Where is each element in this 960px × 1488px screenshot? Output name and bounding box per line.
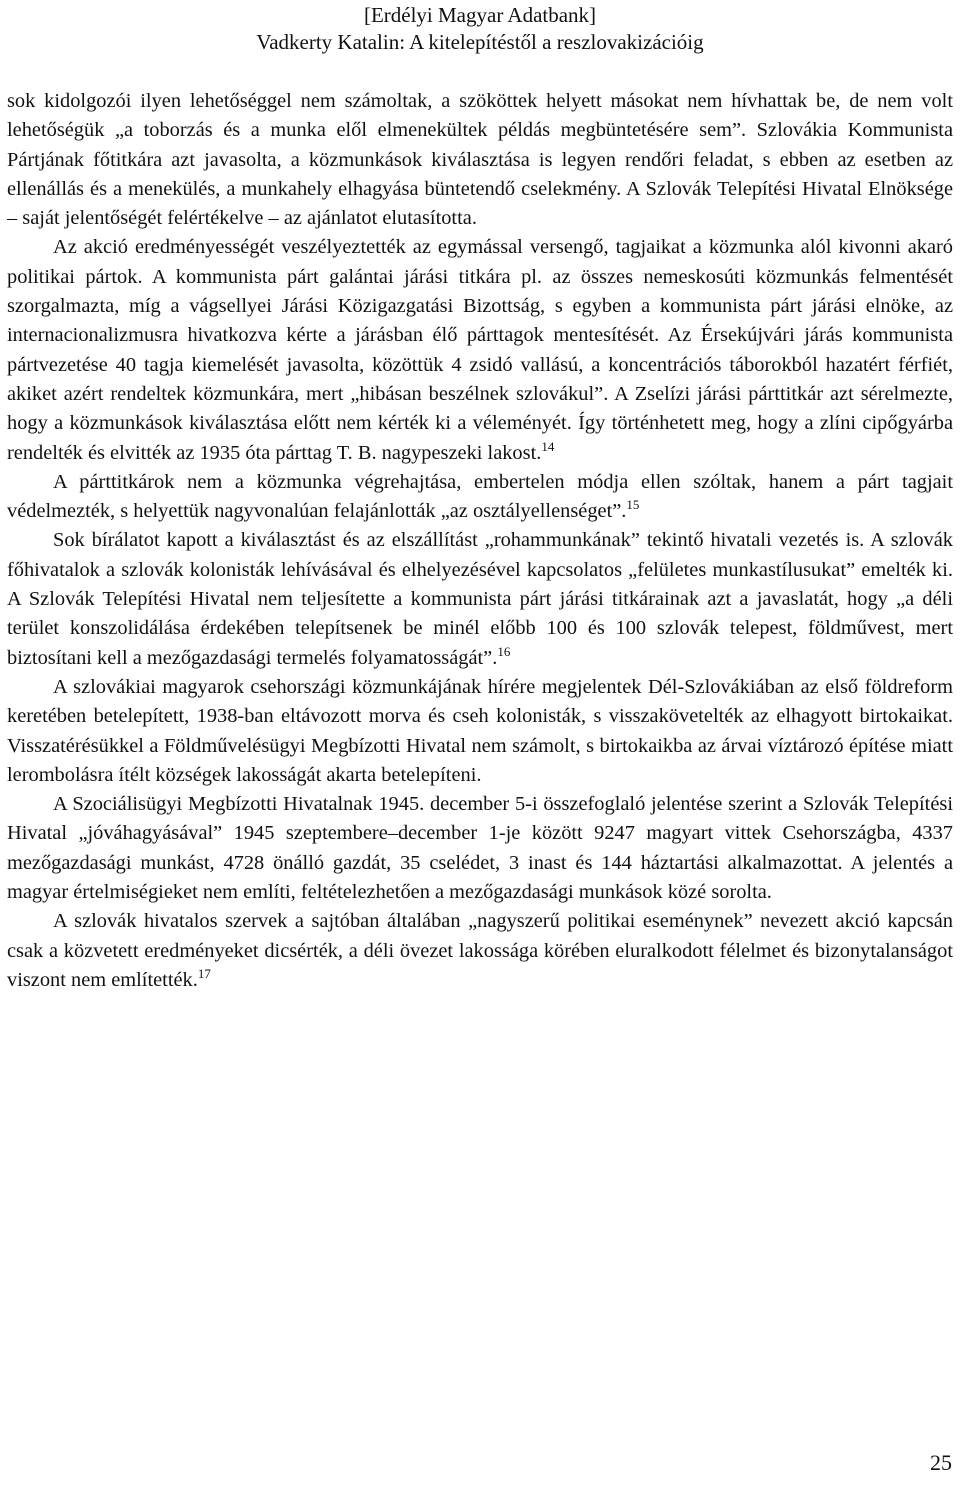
running-header <box>0 2 960 56</box>
paragraph-text: A párttitkárok nem a közmunka végrehajtása, embertelen módja ellen szóltak, hanem a párt tagjait védelmezték, s helyettük nagyvonalúan felajánlották „az osztályellenséget”. <box>7 470 953 523</box>
paragraph-text: sok kidolgozói ilyen lehetőséggel nem számoltak, a szököttek helyett másokat nem hívhattak be, de nem volt lehetőségük „a toborzás és a munka elől elmenekültek példás megbüntetésére sem”. Szlovákia Kommunista Pártjának főtitkára azt javasolta, a közmunkások kiválasztása is legyen rendőri feladat, s ebben az esetben az ellenállás és a menekülés, a munkahely elhagyása büntetendő cselekmény. A Szlovák Telepítési Hivatal Elnöksége – saját jelentőségét felértékelve – az ajánlatot elutasította. <box>7 90 953 230</box>
paragraph <box>7 526 953 672</box>
footnote-ref[interactable]: 15 <box>626 497 640 513</box>
paragraph-text: A Szociálisügyi Megbízotti Hivatalnak 1945. december 5-i összefoglaló jelentése szerint a Szlovák Telepítési Hivatal „jóváhagyásával” 1945 szeptembere–december 1-je között 9247 magyart vittek Csehországba, 4337 mezőgazdasági munkást, 4728 önálló gazdát, 35 cselédet, 3 inast és 144 háztartási alkalmazottat. A jelentés a magyar értelmiségieket nem említi, feltételezhetően a mezőgazdasági munkások közé sorolta. <box>7 793 953 904</box>
paragraph <box>7 233 953 467</box>
page-number: 25 <box>930 1450 952 1475</box>
header-title-line: Vadkerty Katalin: A kitelepítéstől a reszlovakizációig <box>256 30 704 54</box>
header-source-line: [Erdélyi Magyar Adatbank] <box>363 3 597 27</box>
footnote-ref[interactable]: 17 <box>197 965 211 981</box>
paragraph <box>7 673 953 790</box>
footnote-ref[interactable]: 14 <box>541 438 555 454</box>
paragraph-text: A szlovákiai magyarok csehországi közmunkájának hírére megjelentek Dél-Szlovákiában az első földreform keretében betelepített, 1938-ban eltávozott morva és cseh kolonisták, s visszakövetelték az elhagyott birtokaikat. Visszatérésükkel a Földművelésügyi Megbízotti Hivatal nem számolt, s birtokaikba az árvai víztározó építése miatt lerombolásra ítélt községek lakosságát akarta betelepíteni. <box>7 675 953 786</box>
paragraph <box>7 468 953 527</box>
paragraph-text: A szlovák hivatalos szervek a sajtóban általában „nagyszerű politikai eseménynek” nevezett akció kapcsán csak a közvetett eredményeket dicsérték, a déli övezet lakossága körében eluralkodott félelmet és bizonytalanságot viszont nem említették. <box>7 910 953 991</box>
paragraph-continued <box>7 87 953 233</box>
paragraph-text: Sok bírálatot kapott a kiválasztást és az elszállítást „rohammunkának” tekintő hivatali vezetés is. A szlovák főhivatalok a szlovák kolonisták lehívásával és elhelyezésével kapcsolatos „felületes munkastílusukat” emelték ki. A Szlovák Telepítési Hivatal nem teljesítette a kommunista párt járási titkárainak azt a javaslatát, hogy „a déli terület konszolidálása érdekében telepítsenek be minél előbb 100 és 100 szlovák telepest, földművest, mert biztosítani kell a mezőgazdasági termelés folyamatosságát”. <box>7 529 953 669</box>
paragraph <box>7 907 953 995</box>
footnote-ref[interactable]: 16 <box>497 643 511 659</box>
paragraph <box>7 790 953 907</box>
paragraph-text: Az akció eredményességét veszélyeztették az egymással versengő, tagjaikat a közmunka alól kivonni akaró politikai pártok. A kommunista párt galántai járási titkára pl. az összes nemeskosúti közmunkás felmentését szorgalmazta, míg a vágsellyei Járási Közigazgatási Bizottság, s egyben a kommunista párt járási elnöke, az internacionalizmusra hivatkozva kérte a járásban élő párttagok mentesítését. Az Érsekújvári járás kommunista pártvezetése 40 tagja kiemelését javasolta, közöttük 4 zsidó vallású, a koncentrációs táborokból hazatért férfiét, akiket azért rendeltek közmunkára, mert „hibásan beszélnek szlovákul”. A Zselízi járási párttitkár azt sérelmezte, hogy a közmunkások kiválasztása előtt nem kérték ki a véleményét. Így történhetett meg, hogy a zlíni cipőgyárba rendelték és elvitték az 1935 óta párttag T. B. nagypeszeki lakost. <box>7 236 953 464</box>
document-body <box>7 87 953 995</box>
